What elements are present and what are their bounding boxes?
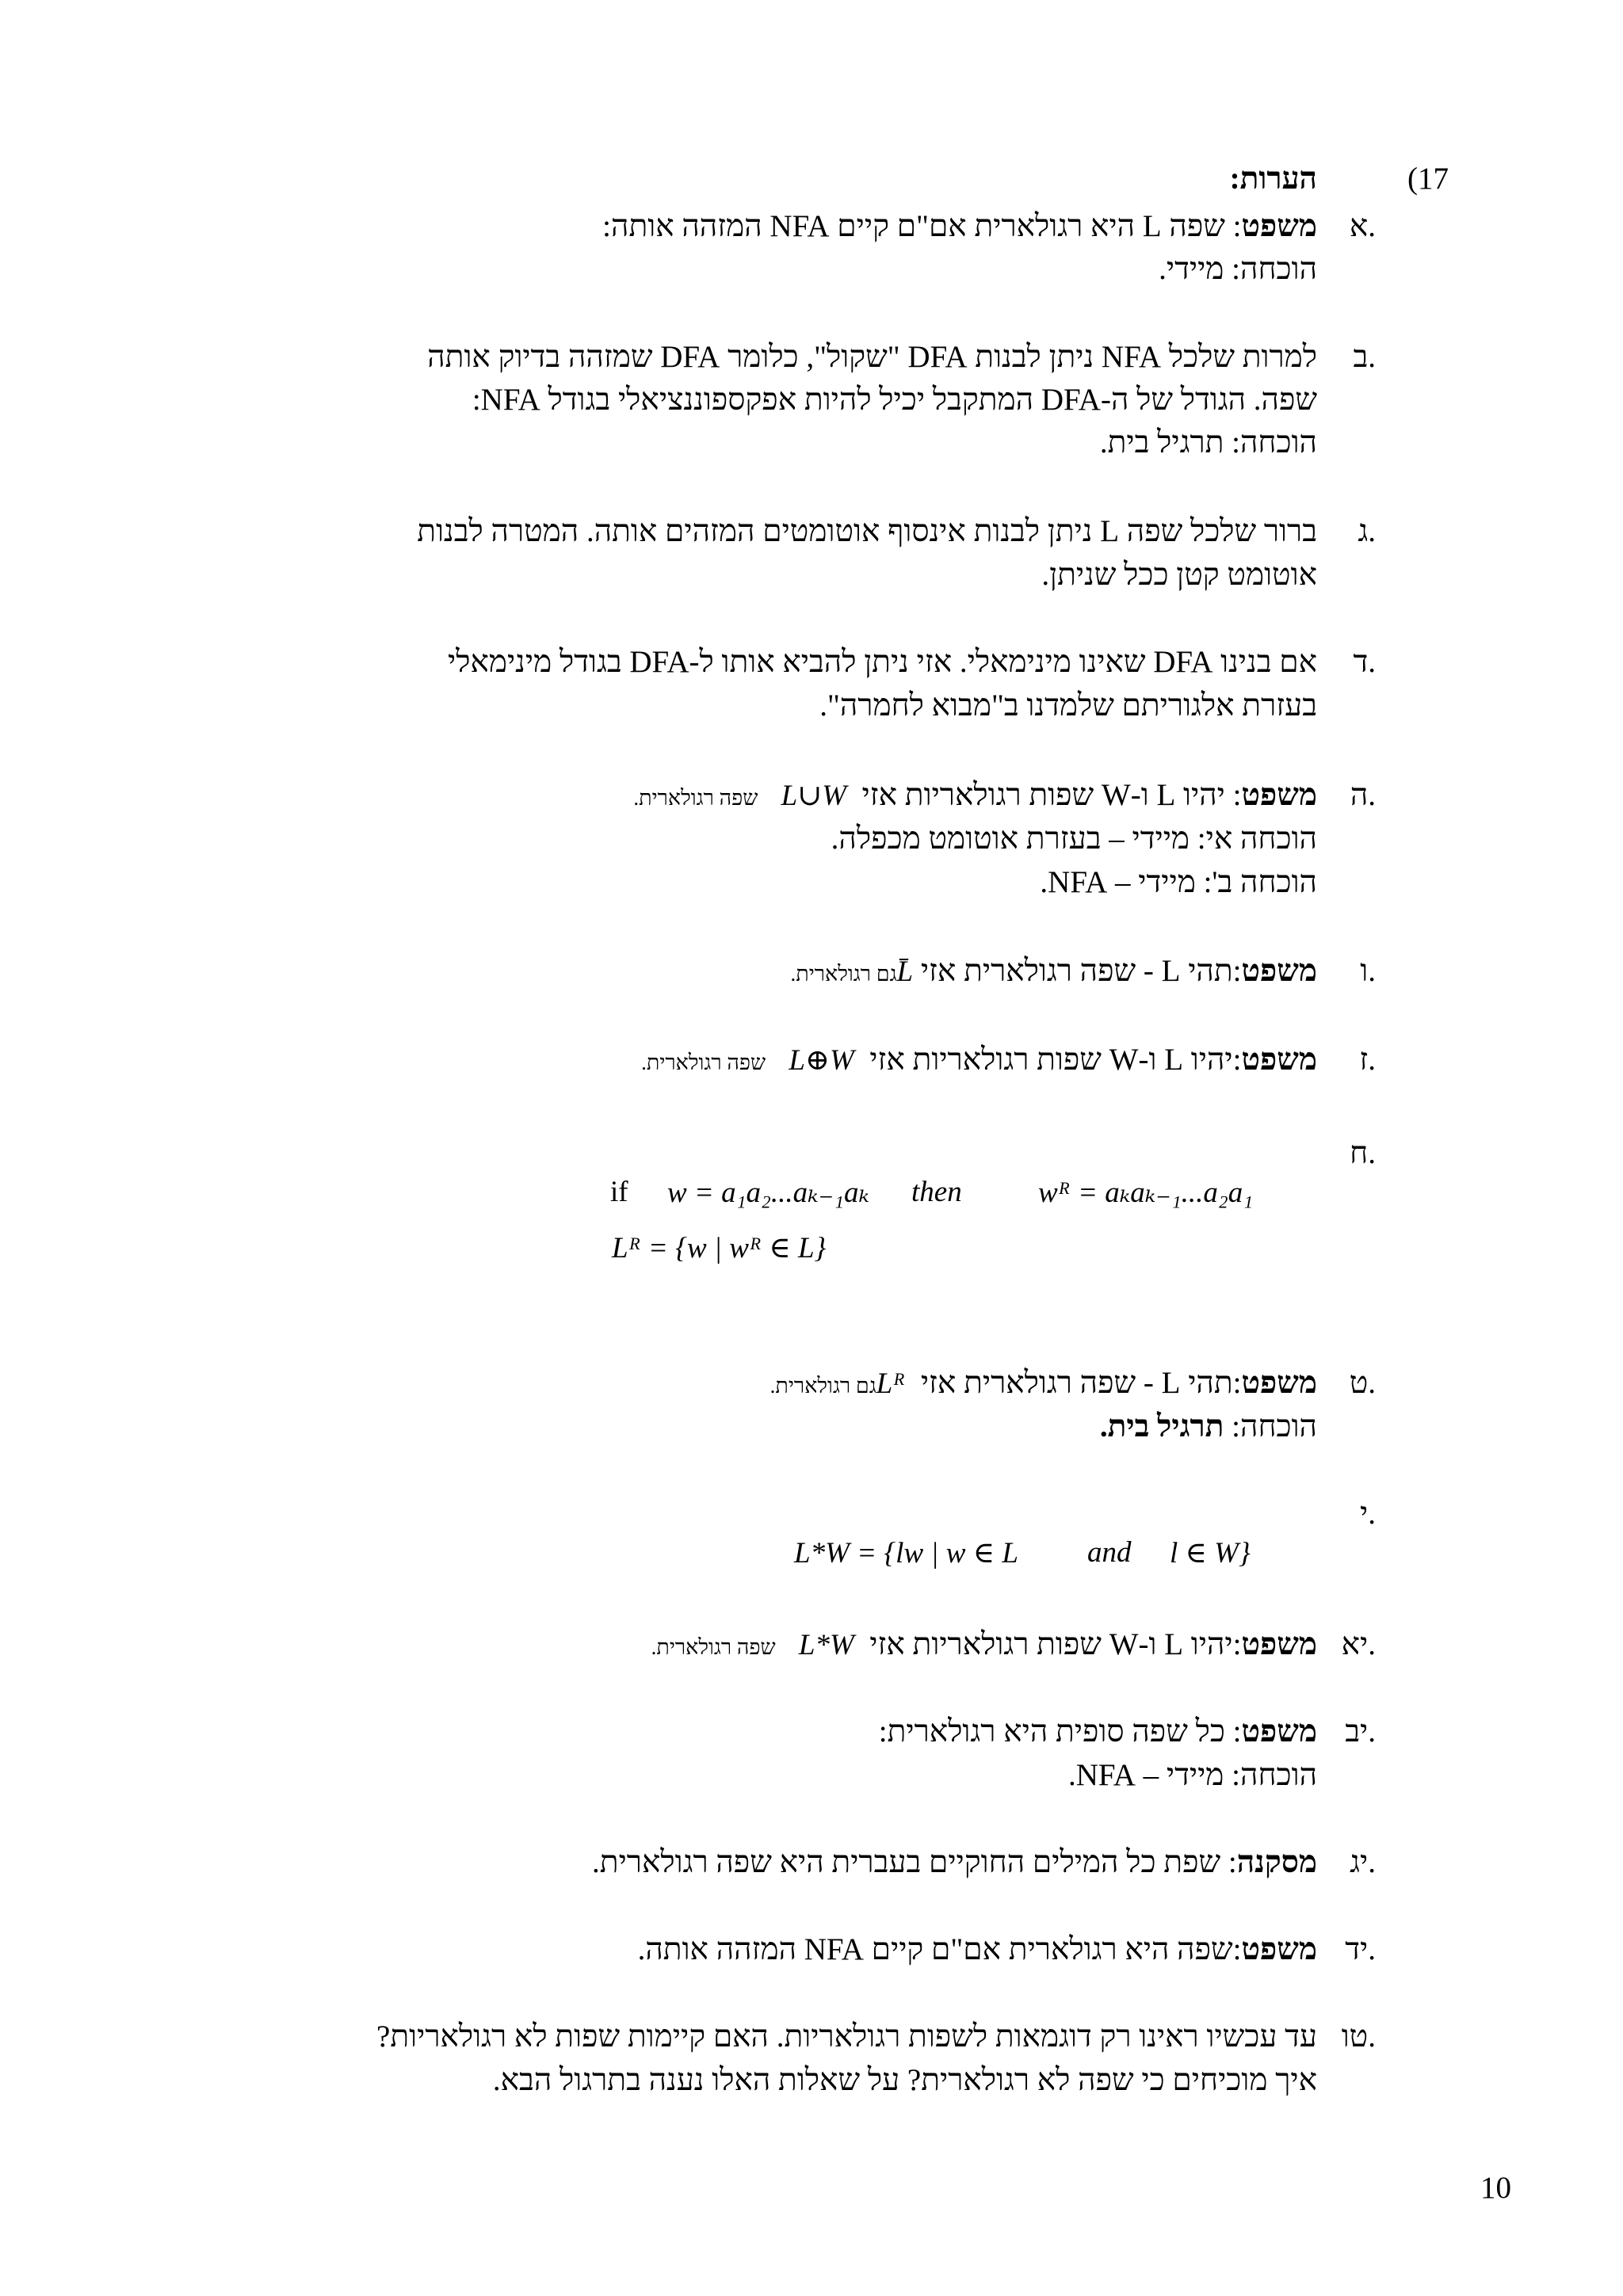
- item-marker: ב.: [1353, 340, 1376, 374]
- item-marker: יג.: [1350, 1845, 1376, 1879]
- theorem-label: משפט: [1241, 954, 1317, 988]
- item-marker: י.: [1360, 1497, 1376, 1531]
- theorem-label: משפט: [1241, 1366, 1317, 1400]
- math-expression: L⊕W: [789, 1044, 854, 1077]
- theorem-line: [770, 1363, 1317, 1406]
- theorem-label: משפט: [1241, 209, 1317, 243]
- conclusion-line: [592, 1842, 1317, 1883]
- paragraph-line: איך מוכיחים כי שפה לא רגולארית? על שאלות האלו נענה בתרגול הבא.: [492, 2063, 1317, 2097]
- proof-line: הוכחה: תרגיל בית.: [1099, 425, 1317, 460]
- item-marker: א.: [1349, 209, 1376, 243]
- proof-line: הוכחה: מיידי – NFA.: [1068, 1758, 1317, 1792]
- formula-lr-definition: Lᴿ = {w | wᴿ ∈ L}: [612, 1232, 827, 1264]
- item-marker: יב.: [1345, 1714, 1376, 1749]
- item-marker: טו.: [1341, 2019, 1376, 2054]
- theorem-line: [602, 206, 1317, 247]
- theorem-label: משפט: [1241, 778, 1317, 812]
- item-number: (17: [1407, 162, 1449, 196]
- math-expression: L̄: [896, 955, 914, 988]
- item-marker: יד.: [1345, 1932, 1376, 1966]
- theorem-label: משפט: [1241, 1627, 1317, 1661]
- item-marker: ד.: [1353, 645, 1376, 679]
- theorem-line: [638, 1929, 1317, 1970]
- proof-line: [1100, 1406, 1317, 1447]
- paragraph-line: בעזרת אלגוריתם שלמדנו ב"מבוא לחמרה".: [819, 688, 1317, 723]
- math-expression: Lᴿ: [876, 1367, 906, 1400]
- item-marker: ג.: [1358, 514, 1376, 548]
- paragraph-line: אוטומט קטן ככל שניתן.: [1041, 558, 1317, 592]
- theorem-label: משפט: [1241, 1043, 1317, 1077]
- theorem-label: משפט: [1241, 1932, 1317, 1966]
- item-marker: ז.: [1359, 1043, 1376, 1077]
- theorem-conclusion: גם רגולארית.: [769, 1374, 876, 1398]
- proof-line: הוכחה אי: מיידי – בעזרת אוטומט מכפלה.: [831, 822, 1317, 856]
- proof-label: הוכחה:: [1232, 1409, 1317, 1444]
- theorem-text: : שפה L היא רגולארית אם"ם קיים NFA המזהה אותה:: [602, 209, 1242, 243]
- item-marker: ח.: [1350, 1136, 1376, 1170]
- theorem-line: [651, 1624, 1317, 1668]
- paragraph-line: עד עכשיו ראינו רק דוגמאות לשפות רגולאריות. האם קיימות שפות לא רגולאריות?: [376, 2019, 1317, 2054]
- theorem-conclusion: גם רגולארית.: [790, 962, 897, 986]
- proof-line: הוכחה ב': מיידי – NFA.: [1040, 865, 1317, 899]
- theorem-text: : יהיו L ו-W שפות רגולאריות אזי: [861, 778, 1242, 812]
- page-number: 10: [1480, 2171, 1511, 2205]
- proof-line: הוכחה: מיידי.: [1159, 252, 1317, 286]
- formula-then: then: [911, 1176, 962, 1208]
- theorem-conclusion: שפה רגולארית.: [633, 786, 758, 810]
- theorem-line: [641, 1039, 1317, 1083]
- theorem-line: [791, 951, 1318, 994]
- theorem-text: :תהי L - שפה רגולארית אזי: [920, 1366, 1242, 1400]
- section-title: הערות:: [1229, 162, 1317, 196]
- paragraph-line: למרות שלכל NFA ניתן לבנות DFA "שקול", כלומר DFA שמזהה בדיוק אותה: [427, 340, 1317, 374]
- math-expression: L*W: [798, 1629, 854, 1661]
- theorem-text: :שפה היא רגולארית אם"ם קיים NFA המזהה אותה.: [637, 1932, 1242, 1966]
- theorem-conclusion: שפה רגולארית.: [651, 1635, 776, 1659]
- formula-w-definition: w = a₁a₂...aₖ₋₁aₖ: [667, 1177, 870, 1209]
- theorem-text: : כל שפה סופית היא רגולארית:: [878, 1714, 1242, 1749]
- conclusion-label: מסקנה: [1236, 1845, 1317, 1879]
- theorem-line: [879, 1711, 1317, 1753]
- theorem-label: משפט: [1241, 1714, 1317, 1749]
- math-expression: L∪W: [781, 780, 847, 812]
- theorem-conclusion: שפה רגולארית.: [641, 1051, 766, 1074]
- formula-lw-end: l ∈ W}: [1170, 1537, 1251, 1569]
- paragraph-line: ברור שלכל שפה L ניתן לבנות אינסוף אוטומטים המזהים אותה. המטרה לבנות: [417, 514, 1317, 548]
- paragraph-line: אם בנינו DFA שאינו מינימאלי. אזי ניתן להביא אותו ל-DFA בגודל מינימאלי: [447, 645, 1317, 679]
- item-marker: ה.: [1350, 778, 1376, 812]
- proof-exercise: תרגיל בית.: [1099, 1409, 1224, 1444]
- item-marker: יא.: [1341, 1627, 1376, 1661]
- formula-lw-definition: L*W = {lw | w ∈ L: [794, 1537, 1018, 1569]
- formula-if: if: [610, 1176, 628, 1208]
- theorem-text: :תהי L - שפה רגולארית אזי: [920, 954, 1242, 988]
- paragraph-line: שפה. הגודל של ה-DFA המתקבל יכיל להיות אפקספוננציאלי בגודל NFA:: [472, 383, 1317, 417]
- conclusion-text: : שפת כל המילים החוקיים בעברית היא שפה רגולארית.: [592, 1845, 1237, 1879]
- theorem-line: [633, 775, 1317, 818]
- theorem-text: :יהיו L ו-W שפות רגולאריות אזי: [869, 1043, 1242, 1077]
- theorem-text: :יהיו L ו-W שפות רגולאריות אזי: [869, 1627, 1242, 1661]
- item-marker: ט.: [1349, 1366, 1376, 1400]
- item-marker: ו.: [1360, 954, 1376, 988]
- formula-and: and: [1087, 1536, 1132, 1569]
- formula-wr-definition: wᴿ = aₖaₖ₋₁...a₂a₁: [1038, 1177, 1254, 1209]
